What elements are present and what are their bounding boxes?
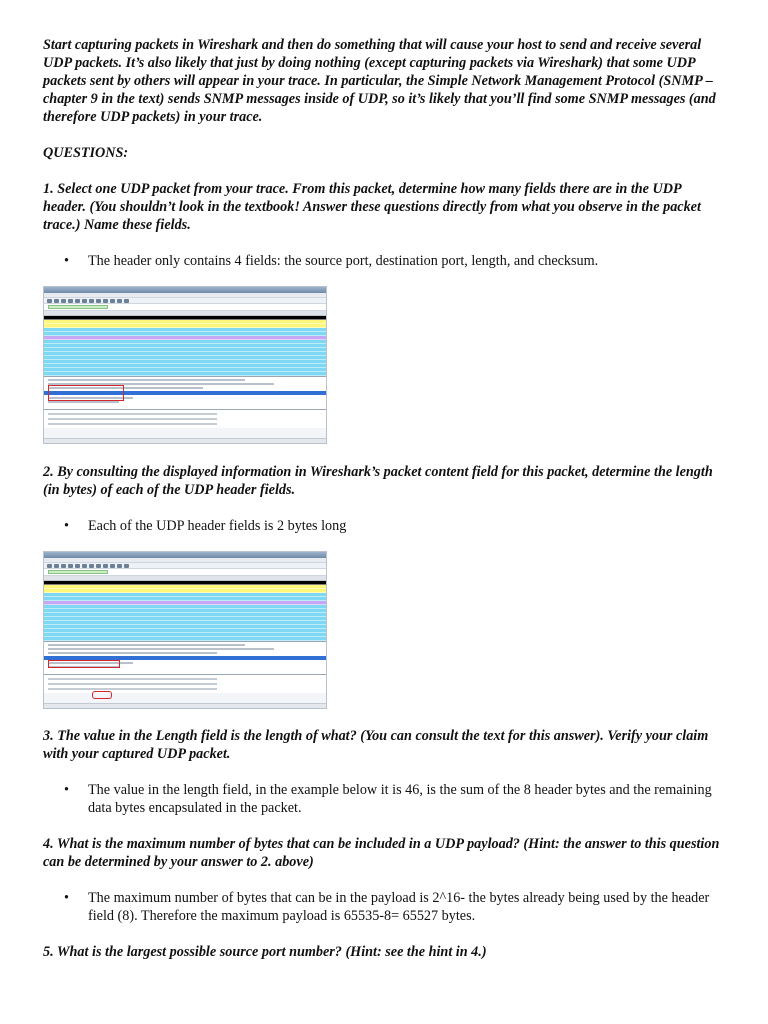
answer-3-text: The value in the length field, in the example below it is 46, is the sum of the 8 header bytes and the remaining data bytes encapsulated in the packet.: [88, 782, 712, 816]
bullet-icon: •: [64, 253, 69, 269]
question-3: 3. The value in the Length field is the length of what? (You can consult the text for this answer). Verify your claim with your captured UDP packet.: [43, 728, 709, 762]
answer-2: [43, 517, 727, 535]
bullet-icon: •: [64, 518, 69, 534]
bullet-icon: •: [64, 890, 69, 906]
screenshot-packet-list: [44, 581, 326, 641]
answer-4-text: The maximum number of bytes that can be in the payload is 2^16- the bytes already being used by the header field (8). Therefore the maximum payload is 65535-8= 65527 bytes.: [88, 890, 710, 924]
wireshark-screenshot-2: [43, 551, 327, 709]
screenshot-hex-pane: [44, 674, 326, 693]
answer-1-text: The header only contains 4 fields: the source port, destination port, length, and checksum.: [88, 253, 599, 269]
question-1: 1. Select one UDP packet from your trace. From this packet, determine how many fields there are in the UDP header. (You shouldn’t look in the textbook! Answer these questions directly from what you observe in the packet trace.) Name these fields.: [43, 181, 701, 233]
bullet-icon: •: [64, 782, 69, 798]
highlight-box: [48, 660, 120, 668]
document-page: [43, 36, 727, 961]
screenshot-status-bar: [44, 703, 326, 708]
wireshark-screenshot-1: [43, 286, 327, 444]
answer-2-text: Each of the UDP header fields is 2 bytes long: [88, 518, 347, 534]
screenshot-hex-pane: [44, 409, 326, 428]
question-4: 4. What is the maximum number of bytes that can be included in a UDP payload? (Hint: the answer to this question can be determined by your answer to 2. above): [43, 836, 720, 870]
intro-paragraph: Start capturing packets in Wireshark and then do something that will cause your host to send and receive several UDP packets. It’s also likely that just by doing nothing (except capturing packets via Wireshark) that some UDP packets sent by others will appear in your trace. In particular, the Simple Network Management Protocol (SNMP – chapter 9 in the text) sends SNMP messages inside of UDP, so it’s likely that you’ll find some SNMP messages (and therefore UDP packets) in your trace.: [43, 37, 716, 125]
highlight-box-hex: [92, 691, 112, 699]
answer-1: [43, 252, 727, 270]
questions-heading: QUESTIONS:: [43, 145, 129, 161]
highlight-box: [48, 385, 124, 401]
question-5: 5. What is the largest possible source port number? (Hint: see the hint in 4.): [43, 944, 487, 960]
screenshot-status-bar: [44, 438, 326, 443]
screenshot-packet-list: [44, 316, 326, 376]
question-2: 2. By consulting the displayed information in Wireshark’s packet content field for this packet, determine the length (in bytes) of each of the UDP header fields.: [43, 464, 713, 498]
screenshot-packet-details: [44, 641, 326, 674]
answer-3: [43, 781, 727, 817]
screenshot-filter-bar: [44, 304, 326, 311]
screenshot-filter-bar: [44, 569, 326, 576]
answer-4: [43, 889, 727, 925]
